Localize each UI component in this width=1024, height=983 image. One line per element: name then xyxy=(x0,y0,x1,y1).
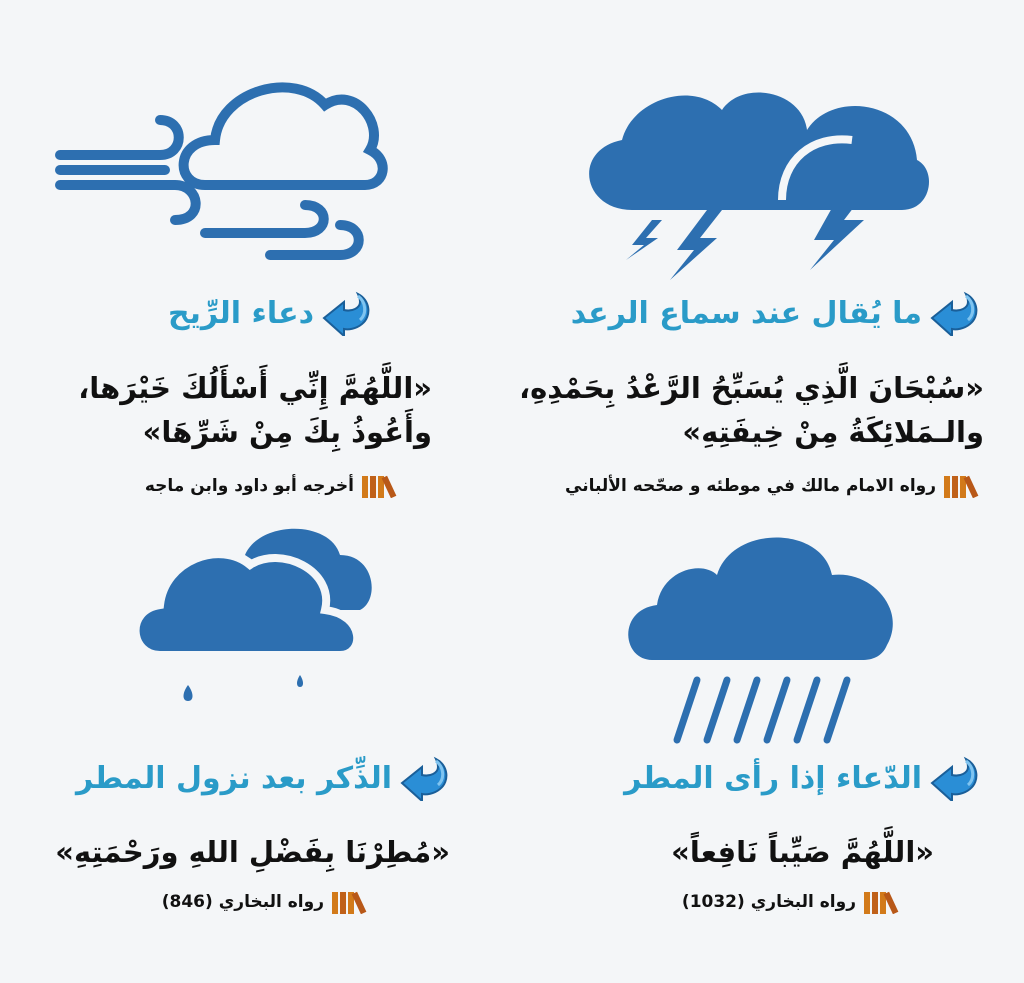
after-rain-quote xyxy=(55,830,450,874)
books-icon xyxy=(332,890,372,914)
arrow-icon xyxy=(322,290,374,336)
rain-cloud-icon xyxy=(622,515,902,750)
after-rain-quote-line1: «مُطِرْنَا بِفَضْلِ اللهِ ورَحْمَتِهِ» xyxy=(55,835,450,869)
wind-source-text: أخرجه أبو داود وابن ماجه xyxy=(144,476,354,496)
books-icon xyxy=(864,890,904,914)
thunder-source-text: رواه الامام مالك في موطئه و صحّحه الألباني xyxy=(565,476,936,496)
thunder-quote xyxy=(519,366,984,454)
wind-cloud-icon xyxy=(55,65,395,270)
after-rain-title-row xyxy=(76,755,452,801)
arrow-icon xyxy=(930,290,982,336)
wind-title-row xyxy=(168,290,374,336)
panel-wind xyxy=(0,0,512,496)
panel-after-rain xyxy=(0,490,512,980)
after-rain-source xyxy=(162,890,372,914)
rain-quote xyxy=(671,830,934,874)
thunder-title-row xyxy=(571,290,982,336)
after-rain-source-text: رواه البخاري (846) xyxy=(161,892,324,912)
rain-source xyxy=(682,890,904,914)
rain-title: الدّعاء إذا رأى المطر xyxy=(624,760,922,796)
thunder-quote-line1: «سُبْحَانَ الَّذِي يُسَبِّحُ الرَّعْدُ بِحَمْدِهِ، xyxy=(519,371,984,405)
arrow-icon xyxy=(400,755,452,801)
after-rain-title: الذِّكر بعد نزول المطر xyxy=(76,760,392,796)
drizzle-clouds-icon xyxy=(130,525,380,705)
thunder-cloud-icon xyxy=(552,60,942,290)
wind-quote-line2: وأَعُوذُ بِكَ مِنْ شَرِّهَا» xyxy=(142,415,432,449)
arrow-icon xyxy=(930,755,982,801)
thunder-quote-line2: والـمَلائِكَةُ مِنْ خِيفَتِهِ» xyxy=(682,415,984,449)
rain-source-text: رواه البخاري (1032) xyxy=(681,892,856,912)
wind-quote xyxy=(78,366,432,454)
thunder-title: ما يُقال عند سماع الرعد xyxy=(570,295,922,331)
rain-quote-line1: «اللَّهُمَّ صَيِّباً نَافِعاً» xyxy=(671,835,934,869)
wind-quote-line1: «اللَّهُمَّ إِنِّي أَسْأَلُكَ خَيْرَها، xyxy=(78,371,432,405)
panel-rain xyxy=(512,490,1024,980)
rain-title-row xyxy=(624,755,982,801)
panel-thunder xyxy=(512,0,1024,496)
wind-title: دعاء الرِّيح xyxy=(167,295,314,331)
